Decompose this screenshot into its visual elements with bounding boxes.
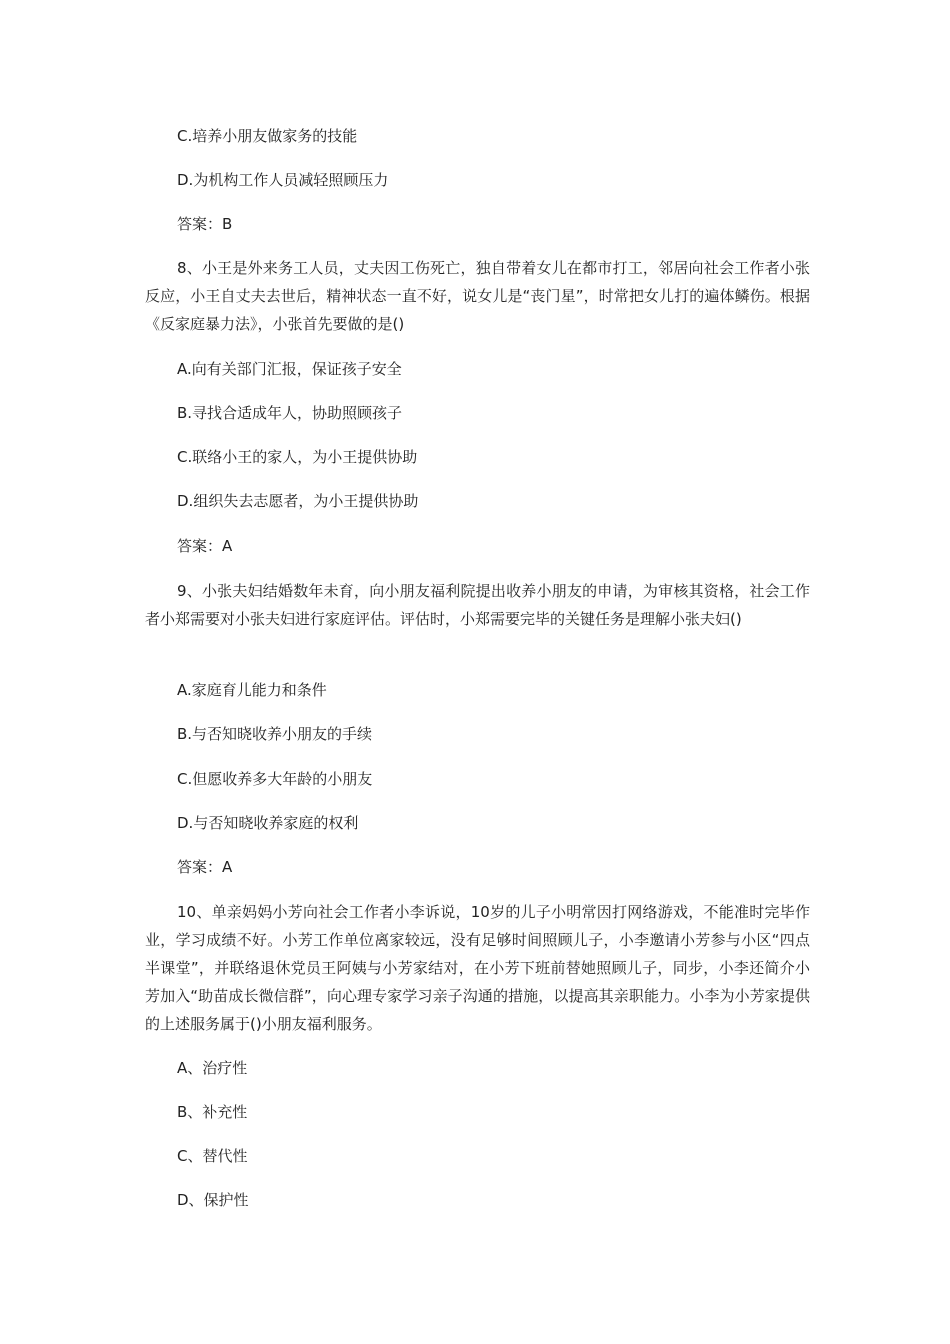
q8-stem: 8、小王是外来务工人员，丈夫因工伤死亡，独自带着女儿在都市打工，邻居向社会工作者小张反应，小王自丈夫去世后，精神状态一直不好，说女儿是“丧门星”，时常把女儿打的遍体鳞伤。根据《反家庭暴力法》，小张首先要做的是() bbox=[145, 259, 810, 333]
q10-option-a: A、治疗性 bbox=[177, 1059, 248, 1077]
q8-option-b: B.寻找合适成年人，协助照顾孩子 bbox=[177, 404, 403, 422]
q7-option-d: D.为机构工作人员减轻照顾压力 bbox=[177, 171, 389, 189]
q7-answer: 答案：B bbox=[177, 215, 233, 233]
q9-option-d: D.与否知晓收养家庭的权利 bbox=[177, 814, 359, 832]
q10-option-b: B、补充性 bbox=[177, 1103, 248, 1121]
q8-option-a: A.向有关部门汇报，保证孩子安全 bbox=[177, 360, 402, 378]
q10-stem: 10、单亲妈妈小芳向社会工作者小李诉说，10岁的儿子小明常因打网络游戏，不能准时完毕作业，学习成绩不好。小芳工作单位离家较远，没有足够时间照顾儿子，小李邀请小芳参与小区“四点半课堂”，并联络退休党员王阿姨与小芳家结对，在小芳下班前替她照顾儿子，同步，小李还简介小芳加入“助苗成长微信群”，向心理专家学习亲子沟通的措施，以提高其亲职能力。小李为小芳家提供的上述服务属于()小朋友福利服务。 bbox=[145, 903, 810, 1033]
q8-answer: 答案：A bbox=[177, 537, 233, 555]
q7-option-c: C.培养小朋友做家务的技能 bbox=[177, 127, 358, 145]
q10-option-d: D、保护性 bbox=[177, 1191, 249, 1209]
q10-option-c: C、替代性 bbox=[177, 1147, 248, 1165]
q9-option-b: B.与否知晓收养小朋友的手续 bbox=[177, 725, 373, 743]
q9-answer: 答案：A bbox=[177, 858, 233, 876]
q8-option-c: C.联络小王的家人，为小王提供协助 bbox=[177, 448, 418, 466]
q9-option-a: A.家庭育儿能力和条件 bbox=[177, 681, 327, 699]
q9-option-c: C.但愿收养多大年龄的小朋友 bbox=[177, 770, 373, 788]
q8-option-d: D.组织失去志愿者，为小王提供协助 bbox=[177, 492, 419, 510]
q9-stem: 9、小张夫妇结婚数年未育，向小朋友福利院提出收养小朋友的申请，为审核其资格，社会工作者小郑需要对小张夫妇进行家庭评估。评估时，小郑需要完毕的关键任务是理解小张夫妇() bbox=[145, 582, 810, 628]
